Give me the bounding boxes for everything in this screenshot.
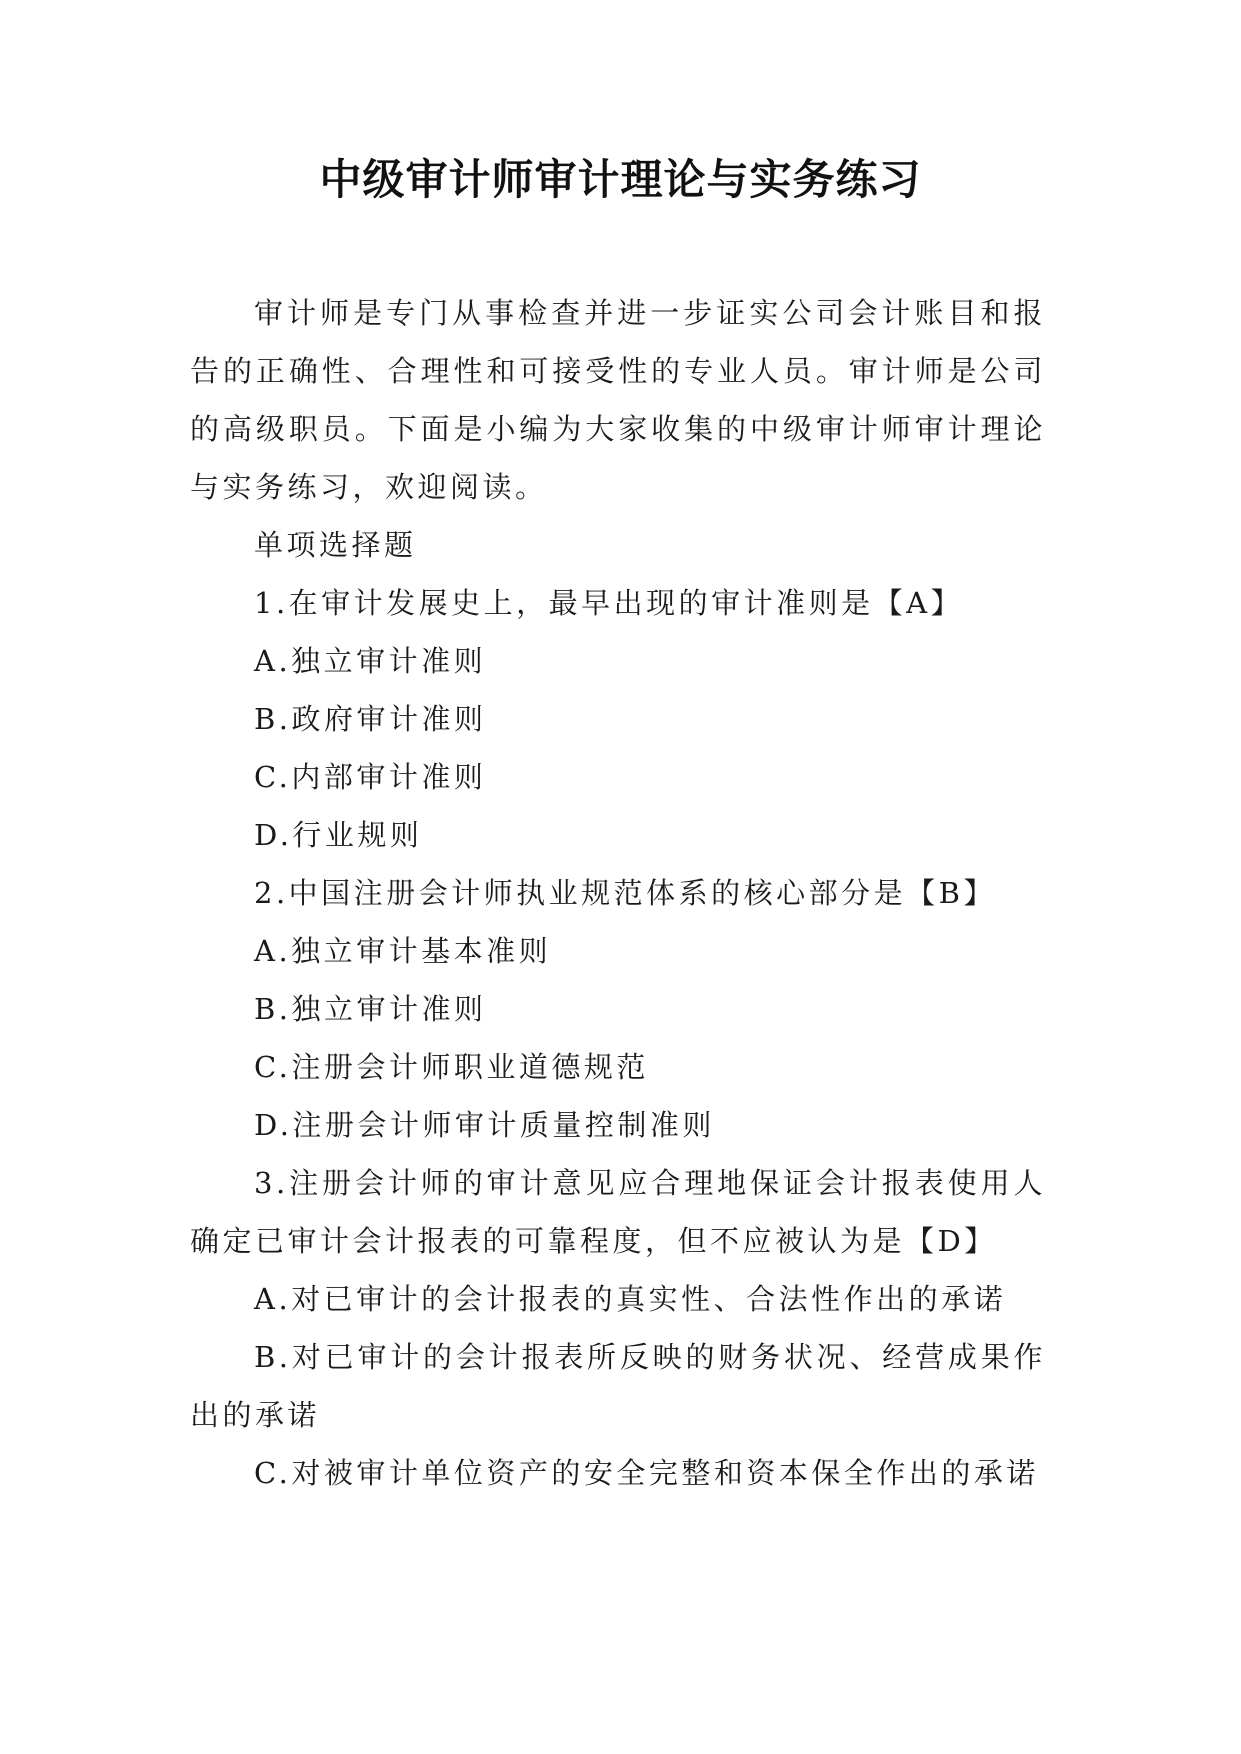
question-2	[190, 864, 1046, 1154]
question-stem: 2.中国注册会计师执业规范体系的核心部分是【B】	[254, 876, 996, 910]
document-body	[190, 284, 1046, 1502]
question-stem: 3.注册会计师的审计意见应合理地保证会计报表使用人确定已审计会计报表的可靠程度，但不应被认为是【D】	[190, 1166, 1046, 1258]
question-3	[190, 1154, 1046, 1502]
question-option: C.对被审计单位资产的安全完整和资本保全作出的承诺	[254, 1456, 1039, 1490]
question-option: C.注册会计师职业道德规范	[254, 1050, 649, 1084]
question-1	[190, 574, 1046, 864]
question-option: D.注册会计师审计质量控制准则	[254, 1108, 715, 1142]
question-option: A.独立审计准则	[254, 644, 487, 678]
question-option: B.独立审计准则	[254, 992, 487, 1026]
section-heading: 单项选择题	[254, 528, 417, 562]
question-option: A.独立审计基本准则	[254, 934, 552, 968]
document-title: 中级审计师审计理论与实务练习	[319, 155, 922, 204]
question-option: D.行业规则	[254, 818, 423, 852]
intro-paragraph: 审计师是专门从事检查并进一步证实公司会计账目和报告的正确性、合理性和可接受性的专业人员。审计师是公司的高级职员。下面是小编为大家收集的中级审计师审计理论与实务练习，欢迎阅读。	[190, 296, 1046, 504]
question-option: C.内部审计准则	[254, 760, 487, 794]
question-option: B.政府审计准则	[254, 702, 487, 736]
question-stem: 1.在审计发展史上，最早出现的审计准则是【A】	[254, 586, 964, 620]
question-option: B.对已审计的会计报表所反映的财务状况、经营成果作出的承诺	[190, 1340, 1046, 1432]
question-option: A.对已审计的会计报表的真实性、合法性作出的承诺	[254, 1282, 1007, 1316]
